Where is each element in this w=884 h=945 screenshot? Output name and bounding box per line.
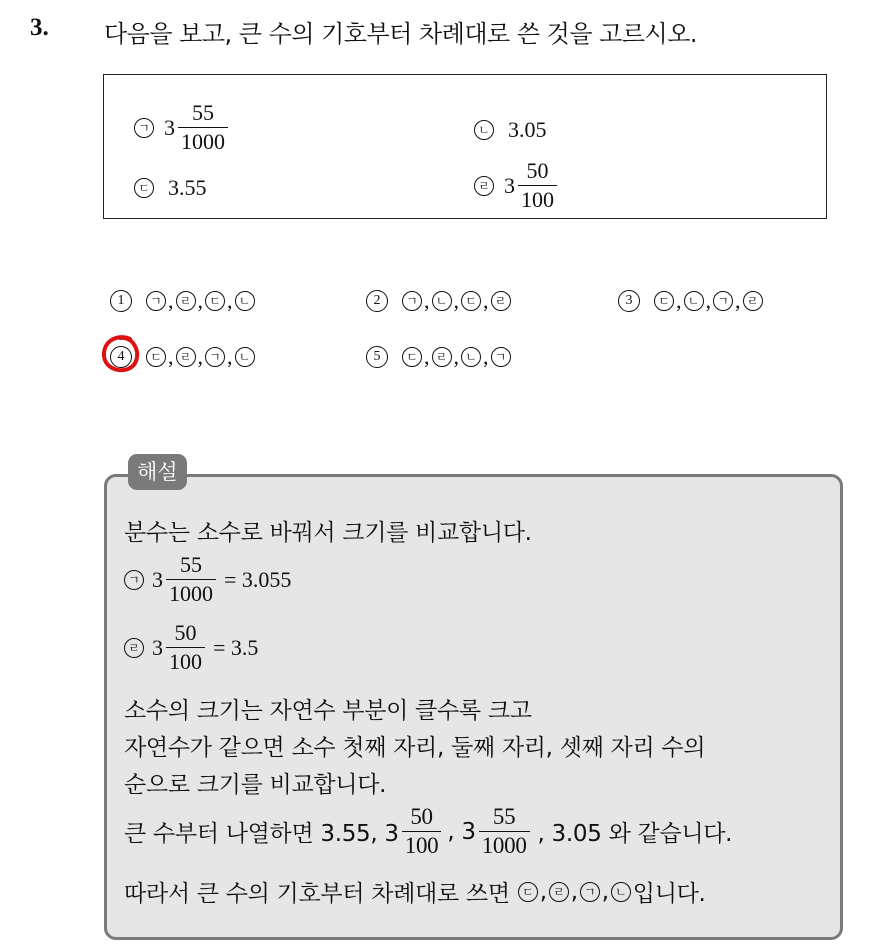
numerator: 50 — [174, 620, 197, 645]
circled-letter: ㄷ — [146, 347, 166, 367]
choice-3[interactable] — [618, 288, 765, 314]
fraction — [178, 100, 228, 155]
choice-sequence: ㄷ , ㄹ , ㄴ , ㄱ — [400, 344, 513, 370]
explanation-order-line — [124, 804, 732, 859]
circled-letter: ㄴ — [235, 347, 255, 367]
circled-letter: ㄱ — [713, 291, 733, 311]
choice-number: 4 — [110, 346, 132, 368]
conclusion-suffix: 입니다. — [632, 881, 706, 907]
choice-number: 3 — [618, 290, 640, 312]
choice-sequence: ㄷ , ㄴ , ㄱ , ㄹ — [652, 288, 765, 314]
conclusion-prefix: 따라서 큰 수의 기호부터 차례대로 쓰면 — [124, 881, 510, 907]
order-mid: , 3 — [447, 818, 476, 845]
choice-1[interactable] — [110, 288, 257, 314]
circled-letter: ㄱ — [491, 347, 511, 367]
whole-part: 3 — [164, 114, 175, 140]
circled-digeut: ㄷ — [134, 178, 154, 198]
explanation-line-6: 순으로 크기를 비교합니다. — [124, 772, 387, 798]
circled-letter: ㄴ — [461, 347, 481, 367]
whole-part: 3 — [152, 634, 163, 660]
denominator: 100 — [402, 831, 442, 859]
circled-letter: ㄹ — [743, 291, 763, 311]
numerator: 50 — [526, 158, 549, 183]
choice-number: 5 — [366, 346, 388, 368]
circled-letter: ㄱ — [146, 291, 166, 311]
numerator: 55 — [492, 804, 516, 829]
fraction — [518, 158, 557, 213]
whole-part: 3 — [504, 172, 515, 198]
explanation-line-4: 소수의 크기는 자연수 부분이 클수록 크고 — [124, 698, 532, 724]
denominator: 100 — [518, 185, 557, 213]
decimal-value: 3.55 — [168, 175, 207, 200]
circled-letter: ㄴ — [684, 291, 704, 311]
denominator: 1000 — [178, 127, 228, 155]
equation-result: = 3.5 — [213, 634, 259, 660]
explanation-line-5: 자연수가 같으면 소수 첫째 자리, 둘째 자리, 셋째 자리 수의 — [124, 735, 706, 761]
choice-5[interactable] — [366, 344, 513, 370]
equation-rieul — [122, 620, 258, 675]
fraction — [402, 804, 442, 859]
circled-nieun: ㄴ — [474, 120, 494, 140]
given-item-giyeok — [132, 100, 228, 155]
circled-letter: ㄴ — [611, 882, 631, 902]
denominator: 1000 — [479, 831, 530, 859]
order-suffix: , 3.05 와 같습니다. — [537, 821, 733, 847]
circled-letter: ㄹ — [491, 291, 511, 311]
circled-letter: ㄷ — [461, 291, 481, 311]
equation-result: = 3.055 — [224, 566, 292, 592]
choice-2[interactable] — [366, 288, 513, 314]
question-text: 다음을 보고, 큰 수의 기호부터 차례대로 쓴 것을 고르시오. — [104, 20, 698, 48]
fraction — [166, 620, 205, 675]
given-item-digeut — [132, 175, 207, 201]
circled-letter: ㄷ — [518, 882, 538, 902]
circled-letter: ㄴ — [432, 291, 452, 311]
circled-rieul: ㄹ — [124, 638, 144, 658]
choice-number: 2 — [366, 290, 388, 312]
circled-letter: ㄷ — [654, 291, 674, 311]
circled-giyeok: ㄱ — [124, 570, 144, 590]
choice-sequence: ㄱ , ㄴ , ㄷ , ㄹ — [400, 288, 513, 314]
circled-letter: ㄴ — [235, 291, 255, 311]
explanation-tag: 해설 — [128, 454, 187, 490]
denominator: 100 — [166, 647, 205, 675]
circled-letter: ㄷ — [402, 347, 422, 367]
circled-letter: ㄹ — [432, 347, 452, 367]
circled-letter: ㄷ — [205, 291, 225, 311]
circled-letter: ㄹ — [176, 291, 196, 311]
circled-letter: ㄱ — [402, 291, 422, 311]
circled-letter: ㄱ — [205, 347, 225, 367]
choice-number: 1 — [110, 290, 132, 312]
fraction — [166, 552, 216, 607]
decimal-value: 3.05 — [508, 117, 547, 142]
choice-sequence: ㄷ , ㄹ , ㄱ , ㄴ — [144, 344, 257, 370]
denominator: 1000 — [166, 579, 216, 607]
fraction — [479, 804, 530, 859]
circled-rieul: ㄹ — [474, 176, 494, 196]
circled-letter: ㄱ — [580, 882, 600, 902]
numerator: 55 — [192, 100, 214, 125]
given-item-rieul — [472, 158, 557, 213]
numerator: 50 — [410, 804, 433, 829]
answer-circle-mark — [100, 334, 142, 374]
explanation-line-1: 분수는 소수로 바꿔서 크기를 비교합니다. — [124, 520, 532, 546]
choice-sequence: ㄱ , ㄹ , ㄷ , ㄴ — [144, 288, 257, 314]
circled-letter: ㄹ — [176, 347, 196, 367]
numerator: 55 — [180, 552, 202, 577]
circled-giyeok: ㄱ — [134, 118, 154, 138]
order-prefix: 큰 수부터 나열하면 3.55, 3 — [124, 821, 399, 847]
equation-giyeok — [122, 552, 291, 607]
given-item-nieun — [472, 117, 547, 143]
circled-letter: ㄹ — [549, 882, 569, 902]
explanation-conclusion: 따라서 큰 수의 기호부터 차례대로 쓰면 ㄷ , ㄹ , ㄱ , ㄴ 입니다. — [124, 875, 706, 908]
question-number: 3. — [30, 14, 49, 41]
whole-part: 3 — [152, 566, 163, 592]
